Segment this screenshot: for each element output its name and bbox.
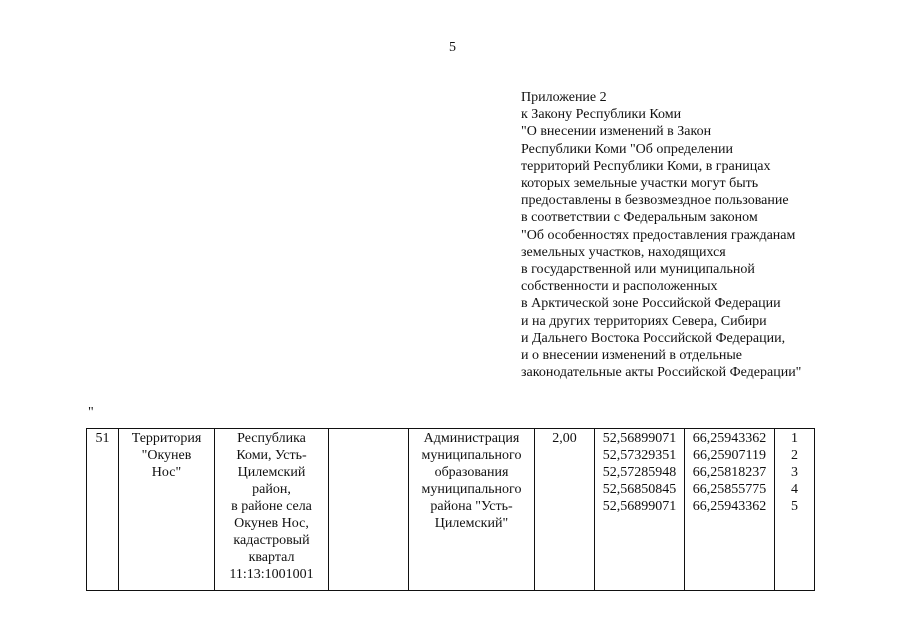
location-line: в районе села — [231, 499, 312, 514]
longitude-value: 66,25855775 — [692, 482, 767, 497]
administration-line: Администрация — [423, 431, 520, 446]
latitude-value: 52,56850845 — [602, 482, 677, 497]
page-number: 5 — [449, 40, 456, 55]
row-number: 51 — [95, 431, 110, 446]
appendix-line: к Закону Республики Коми — [521, 107, 682, 123]
appendix-line: в соответствии с Федеральным законом — [521, 210, 758, 226]
latitude-value: 52,56899071 — [602, 431, 677, 446]
appendix-line: Республики Коми "Об определении — [521, 141, 733, 157]
latitude-value: 52,56899071 — [602, 499, 677, 514]
appendix-line: в Арктической зоне Российской Федерации — [521, 296, 781, 312]
appendix-line: законодательные акты Российской Федерации" — [521, 365, 802, 381]
location-line: 11:13:1001001 — [229, 567, 314, 582]
location-line: Коми, Усть- — [236, 448, 307, 463]
location-line: Цилемский — [237, 465, 306, 480]
administration-line: муниципального — [421, 482, 522, 497]
territory-name-line: Территория — [131, 431, 202, 446]
point-index: 4 — [791, 482, 798, 497]
appendix-line: земельных участков, находящихся — [521, 244, 726, 260]
latitude-value: 52,57329351 — [602, 448, 677, 463]
appendix-line: собственности и расположенных — [521, 279, 718, 295]
appendix-line: и о внесении изменений в отдельные — [521, 348, 742, 364]
point-index: 5 — [791, 499, 798, 514]
administration-line: муниципального — [421, 448, 522, 463]
administration-line: Цилемский" — [434, 516, 509, 531]
location-line: район, — [252, 482, 291, 497]
territory-name-line: Нос" — [151, 465, 182, 480]
point-index-cell — [775, 429, 815, 591]
appendix-line: предоставлены в безвозмездное пользование — [521, 193, 789, 209]
area-value: 2,00 — [552, 431, 577, 446]
appendix-header — [521, 89, 881, 381]
empty-cell — [329, 429, 409, 591]
administration-cell — [409, 429, 535, 591]
latitude-value: 52,57285948 — [602, 465, 677, 480]
longitude-value: 66,25943362 — [692, 431, 767, 446]
table-row — [87, 429, 815, 591]
row-number-cell — [87, 429, 119, 591]
longitude-value: 66,25907119 — [693, 448, 766, 463]
location-line: кадастровый — [233, 533, 310, 548]
territory-name-cell — [119, 429, 215, 591]
appendix-line: территорий Республики Коми, в границах — [521, 158, 771, 174]
appendix-line: и Дальнего Востока Российской Федерации, — [521, 330, 786, 346]
appendix-line: в государственной или муниципальной — [521, 262, 755, 278]
opening-quote-mark: " — [88, 405, 94, 420]
appendix-line: которых земельные участки могут быть — [521, 176, 759, 192]
territory-name-line: "Окунев — [141, 448, 192, 463]
appendix-line: "Об особенностях предоставления гражданам — [521, 227, 796, 243]
longitude-value: 66,25818237 — [692, 465, 767, 480]
appendix-line: Приложение 2 — [521, 90, 607, 105]
area-cell — [535, 429, 595, 591]
longitude-value: 66,25943362 — [692, 499, 767, 514]
location-line: Республика — [237, 431, 306, 446]
territory-table — [86, 428, 815, 591]
administration-line: района "Усть- — [430, 499, 513, 514]
appendix-line: "О внесении изменений в Закон — [521, 124, 712, 140]
location-line: Окунев Нос, — [234, 516, 309, 531]
longitude-cell — [685, 429, 775, 591]
location-line: квартал — [248, 550, 295, 565]
point-index: 1 — [791, 431, 798, 446]
point-index: 3 — [791, 465, 798, 480]
point-index: 2 — [791, 448, 798, 463]
location-cell — [215, 429, 329, 591]
administration-line: образования — [434, 465, 509, 480]
appendix-line: и на других территориях Севера, Сибири — [521, 313, 767, 329]
latitude-cell — [595, 429, 685, 591]
